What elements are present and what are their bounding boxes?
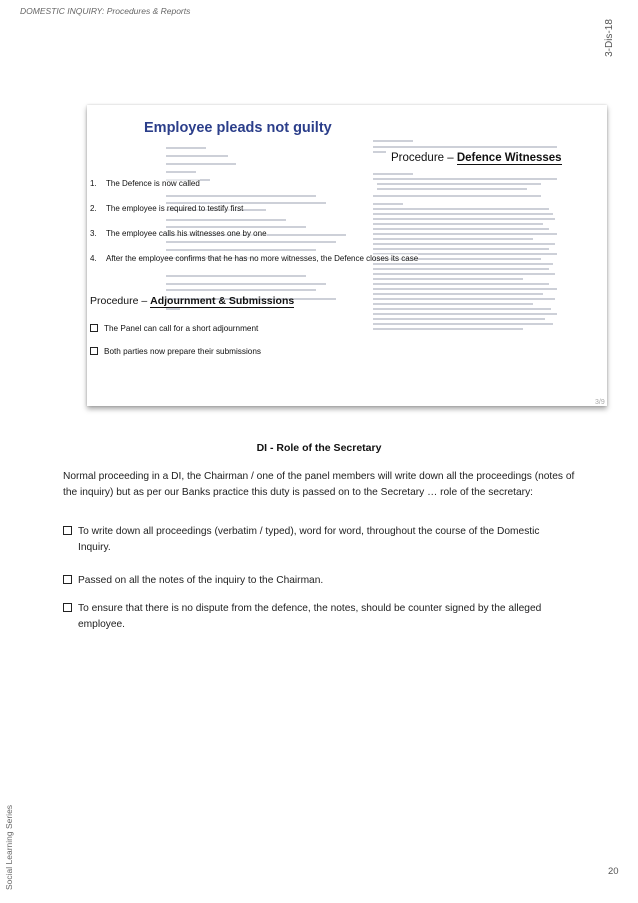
page-number: 20: [608, 866, 619, 877]
intro-paragraph: Normal proceeding in a DI, the Chairman / one of the panel members will write down all the proceedings (notes of the inquiry) but as per our Banks practice this duty is passed on to the Secretary … role of the secretary:: [63, 471, 575, 498]
date-label: 3-Dis-18: [604, 19, 615, 57]
body-bullet: To ensure that there is no dispute from the defence, the notes, should be counter signed by the alleged employee.: [63, 601, 578, 617]
slide-bullet: The Panel can call for a short adjournment: [90, 324, 258, 333]
step-3: 3. The employee calls his witnesses one by one: [90, 229, 267, 238]
step-1: 1. The Defence is now called: [90, 179, 200, 188]
embedded-slide: [87, 105, 607, 406]
slide-bullet: Both parties now prepare their submissions: [90, 347, 261, 356]
slide-page-number: 3/9: [595, 399, 605, 406]
right-procedure-title-bold: Defence Witnesses: [456, 152, 562, 164]
step-2: 2. The employee is required to testify first: [90, 204, 244, 213]
checkbox-bullet-icon: [90, 324, 98, 332]
body-bullet: Passed on all the notes of the inquiry to the Chairman.: [63, 573, 578, 589]
adjournment-title-bold: Adjournment & Submissions: [150, 295, 295, 307]
right-procedure-title: Procedure – Defence Witnesses: [391, 152, 562, 164]
series-label: Social Learning Series: [4, 804, 14, 890]
checkbox-bullet-icon: [63, 575, 72, 584]
checkbox-bullet-icon: [63, 603, 72, 612]
slide-doc-title: Employee pleads not guilty: [144, 120, 332, 136]
checkbox-bullet-icon: [63, 526, 72, 535]
checkbox-bullet-icon: [90, 347, 98, 355]
section-title: DI - Role of the Secretary: [256, 442, 382, 454]
step-4: 4. After the employee confirms that he has no more witnesses, the Defence closes its case: [90, 254, 419, 263]
running-header: DOMESTIC INQUIRY: Procedures & Reports: [20, 6, 191, 16]
background-document-left: [144, 113, 344, 383]
adjournment-title: Procedure – Adjournment & Submissions: [90, 295, 295, 307]
body-bullet: To write down all proceedings (verbatim / typed), word for word, throughout the course of the Domestic Inquiry.: [63, 524, 578, 540]
